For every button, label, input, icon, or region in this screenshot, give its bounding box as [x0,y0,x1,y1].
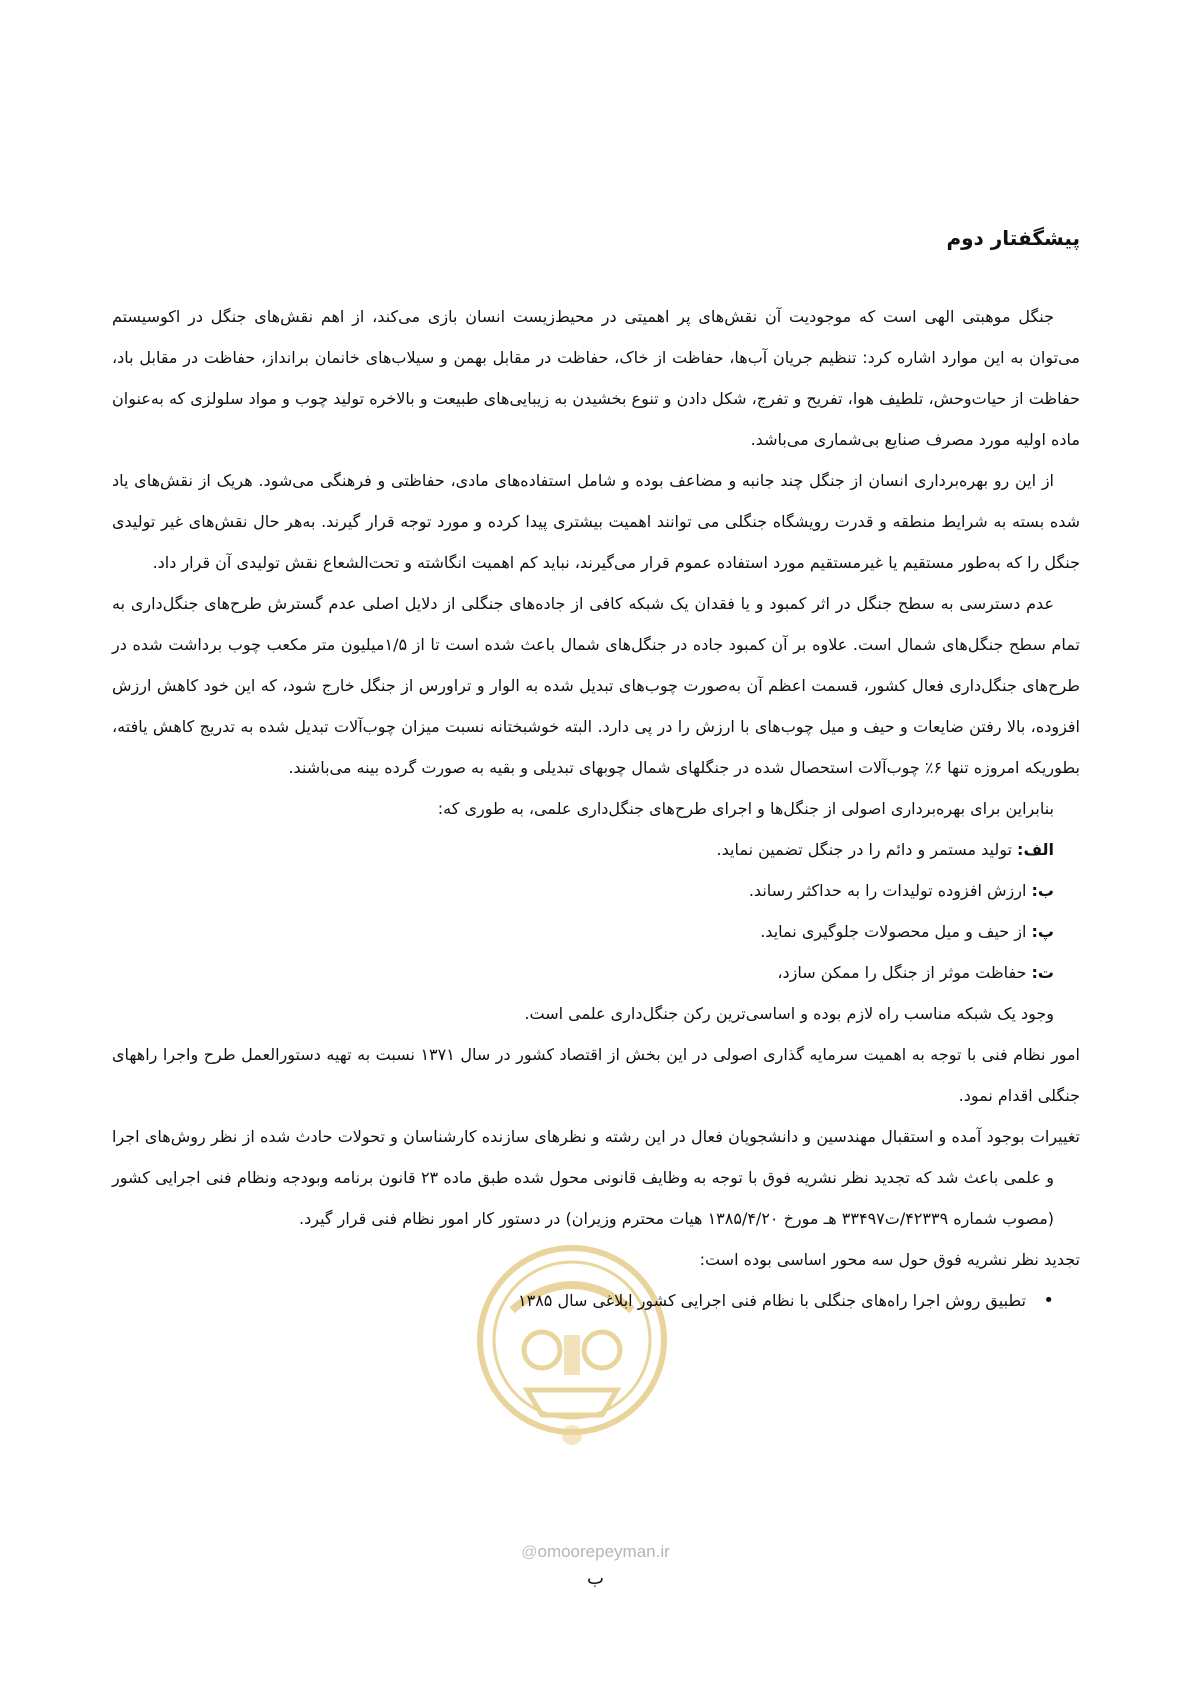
revision-bullets [112,1280,1080,1321]
list-item [112,870,1080,911]
list-item: • تطبیق روش اجرا راه‌های جنگلی با نظام فنی اجرایی کشور ابلاغی سال ۱۳۸۵ [112,1280,1054,1321]
item-label: پ: [1031,922,1054,941]
paragraph-access: عدم دسترسی به سطح جنگل در اثر کمبود و یا فقدان یک شبکه کافی از جاده‌های جنگلی از دلایل اصلی عدم گسترش طرح‌های جنگل‌داری به تمام سطح جنگل‌های شمال است. علاوه بر آن کمبود جاده در جنگل‌های شمال باعث شده است تا از ۱/۵میلیون متر مکعب چوب برداشت شده در طرح‌های جنگل‌داری فعال کشور، قسمت اعظم آن به‌صورت چوب‌های تبدیل شده به الوار و تراورس از جنگل خارج شود، که این خود کاهش ارزش افزوده، بالا رفتن ضایعات و حیف و میل چوب‌های با ارزش را در پی دارد. البته خوشبختانه نسبت میزان چوب‌آلات تبدیل شده به تدریج کاهش یافته، بطوریکه امروزه تنها ۶٪ چوب‌آلات استحصال شده در جنگلهای شمال چوبهای تبدیلی و بقیه به صورت گرده بینه می‌باشند. [112,594,1081,777]
list-item [112,911,1080,952]
item-label: الف: [1017,840,1054,859]
paragraph-road-network: وجود یک شبکه مناسب راه لازم بوده و اساسی‌ترین رکن جنگل‌داری علمی است. [524,1004,1054,1023]
page-number: ب [587,1568,604,1589]
paragraph-changes-text: تغییرات بوجود آمده و استقبال مهندسین و دانشجویان فعال در این رشته و نظرهای سازنده کارشناسان و تحولات حادث شده از نظر روش‌های اجرا و علمی باعث شد که تجدید نظر نشریه فوق با توجه به وظایف قانونی محول شده طبق ماده ۲۳ قانون برنامه وبودجه ونظام فنی اجرایی کشور (مصوب شماره ۴۲۳۳۹/ت۳۳۴۹۷ هـ‍ مورخ ۱۳۸۵/۴/۲۰ هیات محترم وزیران) در دستور کار امور نظام فنی قرار گیرد. [112,1127,1080,1228]
at-icon: @ [521,1544,538,1561]
item-text: حفاظت موثر از جنگل را ممکن سازد، [777,963,1032,982]
paragraph-technical-affairs: امور نظام فنی با توجه به اهمیت سرمایه گذاری اصولی در این بخش از اقتصاد کشور در سال ۱۳۷۱ نسبت به تهیه دستورالعمل طرح واجرا راههای جنگلی اقدام نمود. [112,1045,1081,1105]
paragraph-therefore: بنابراین برای بهره‌برداری اصولی از جنگل‌ها و اجرای طرح‌های جنگل‌داری علمی، به طوری که: [437,799,1054,818]
list-item [112,829,1080,870]
footer-site: omoorepeyman.ir [537,1542,670,1561]
list-item [112,952,1080,993]
paragraph-revision-intro: تجدید نظر نشریه فوق حول سه محور اساسی بوده است: [699,1250,1080,1269]
page-title: پیشگفتار دوم [946,226,1080,250]
content [112,218,1080,1321]
paragraph-forest-roles: جنگل موهبتی الهی است که موجودیت آن نقش‌های پر اهمیتی در محیط‌زیست انسان بازی می‌کند، از اهم نقش‌های جنگل در اکوسیستم می‌توان به این موارد اشاره کرد: تنظیم جریان آب‌ها، حفاظت از خاک، حفاظت در مقابل بهمن و سیلاب‌های خانمان برانداز، حفاظت در مقابل باد، حفاظت از حیات‌وحش، تلطیف هوا، تفریح و تفرج، شکل دادن و تنوع بخشیدن به زیبایی‌های طبیعت و بالاخره تولید چوب و مواد سلولزی که به‌عنوان ماده اولیه مورد مصرف صنایع بی‌شماری می‌باشد. [112,307,1080,449]
item-text: تولید مستمر و دائم را در جنگل تضمین نماید. [716,840,1018,859]
paragraph-changes [112,1116,1080,1239]
item-label: ت: [1031,963,1054,982]
item-label: ب: [1031,881,1054,900]
item-text: از حیف و میل محصولات جلوگیری نماید. [760,922,1032,941]
paragraph-exploitation: از این رو بهره‌برداری انسان از جنگل چند جانبه و مضاعف بوده و شامل استفاده‌های مادی، حفاظتی و فرهنگی می‌شود. هریک از نقش‌های یاد شده بسته به شرایط منطقه و قدرت رویشگاه جنگلی می توانند اهمیت بیشتری پیدا کرده و مورد توجه قرار گیرند. به‌هر حال نقش‌های غیر تولیدی جنگل را که به‌طور مستقیم یا غیرمستقیم مورد استفاده عموم قرار می‌گیرند، نباید کم اهمیت انگاشته و تحت‌الشعاع نقش تولیدی آن قرار داد. [112,471,1080,572]
item-text: ارزش افزوده تولیدات را به حداکثر رساند. [748,881,1032,900]
